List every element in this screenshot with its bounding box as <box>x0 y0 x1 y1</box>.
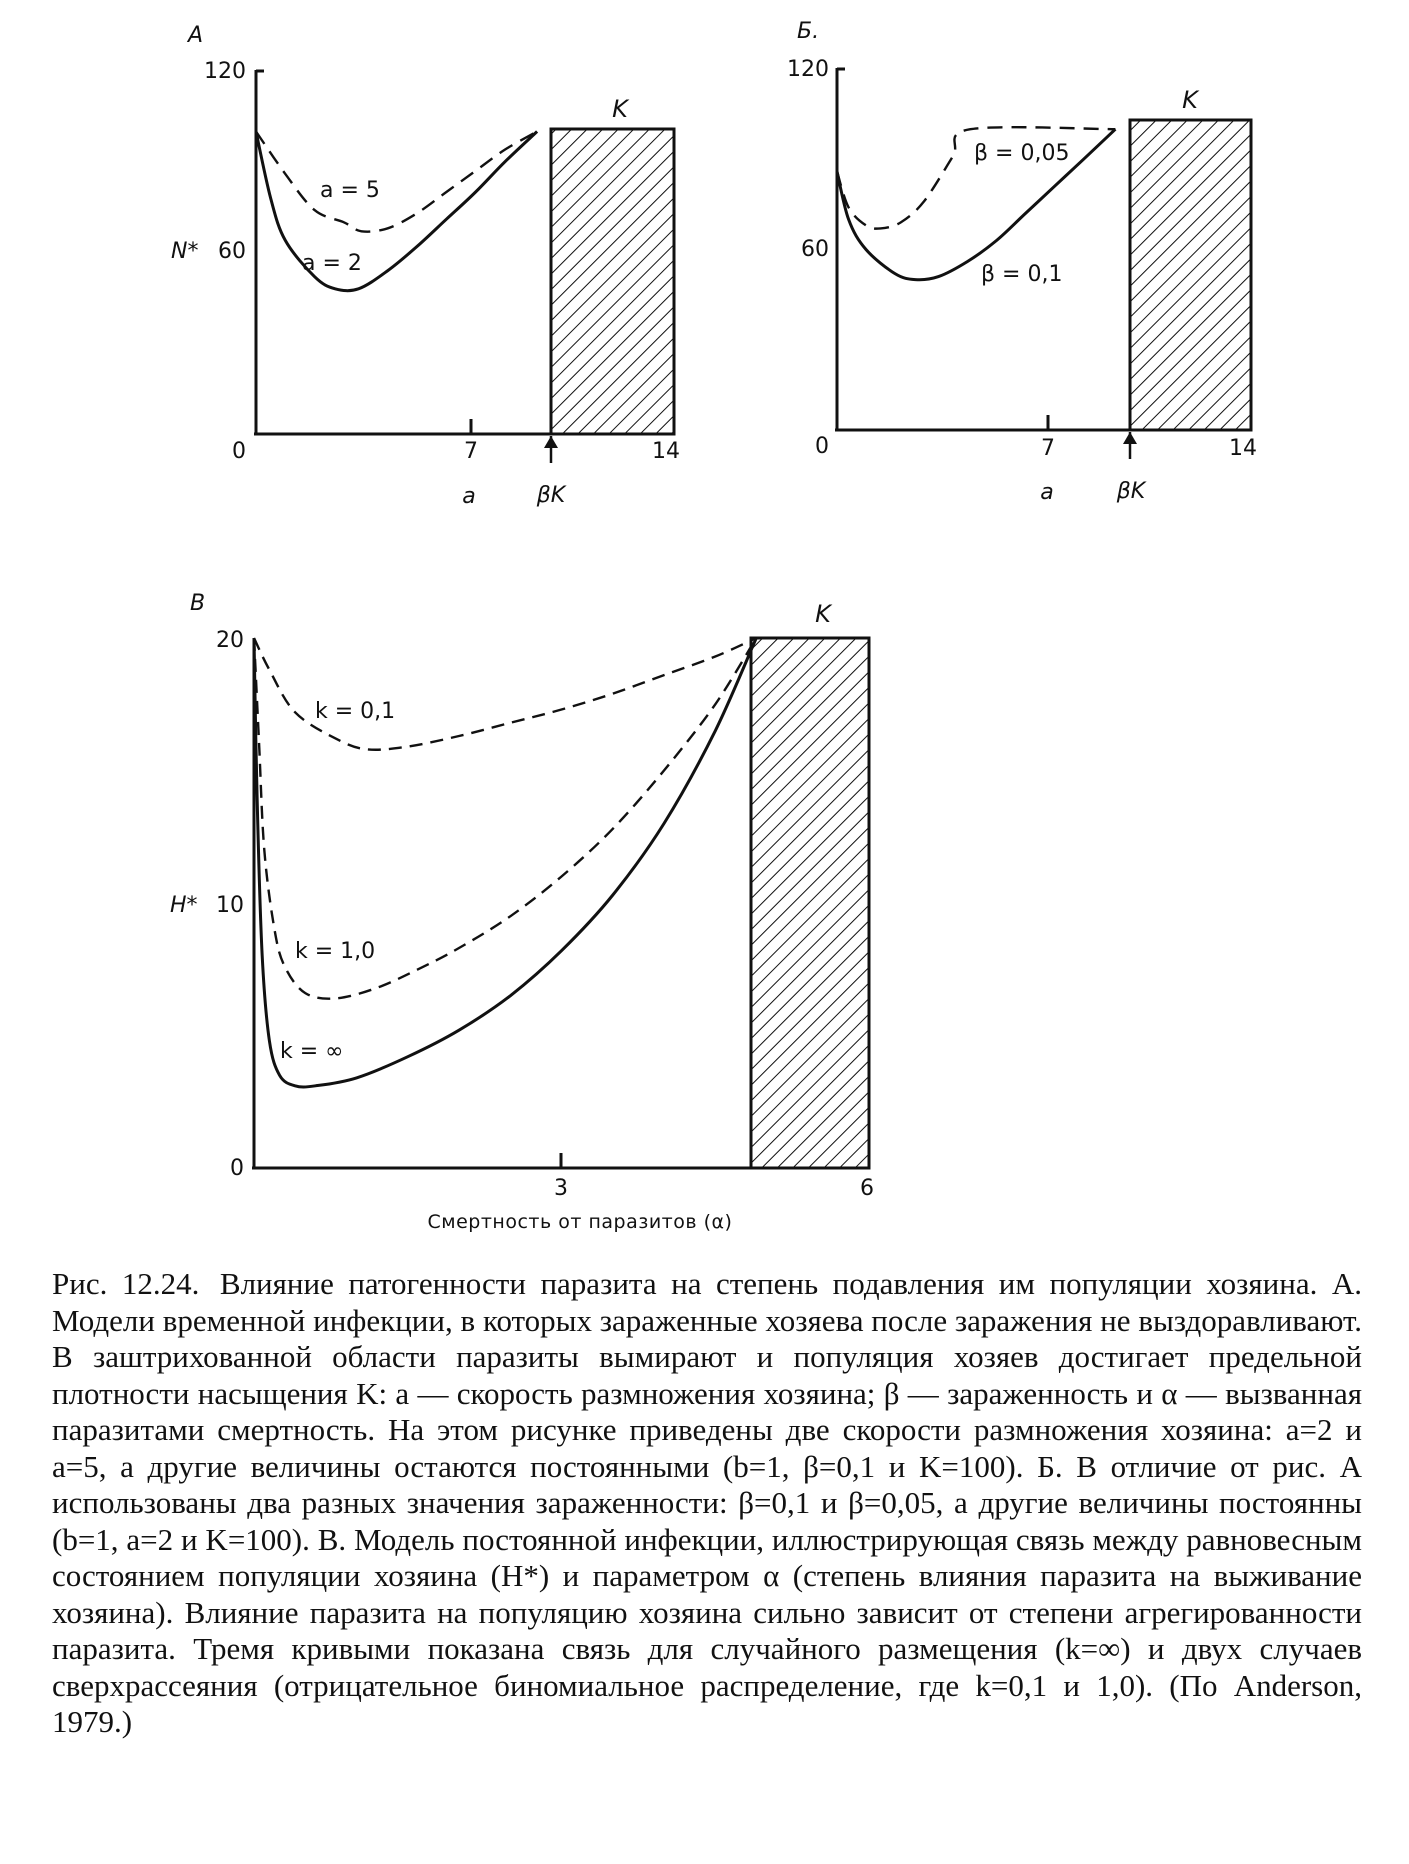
hatched-region <box>551 129 674 434</box>
bk-marker-label: βK <box>1116 479 1146 504</box>
x-axis-label: a <box>1040 480 1054 505</box>
curve-label-a5: a = 5 <box>320 178 380 203</box>
panel-letter: Б. <box>797 19 820 44</box>
y-tick-label: 120 <box>787 57 829 82</box>
hatched-region <box>751 638 869 1168</box>
bk-marker-label: βK <box>536 483 566 508</box>
figure-caption <box>52 1266 1362 1741</box>
y-axis-label: N* <box>171 239 199 264</box>
panel-b <box>787 19 1257 505</box>
bk-arrow-head <box>544 436 558 448</box>
figure-number: Рис. 12.24. <box>52 1266 200 1301</box>
y-tick-label: 10 <box>216 893 244 918</box>
panel-letter: В <box>190 591 206 616</box>
x-tick-label: 3 <box>554 1176 568 1201</box>
curve-label-a2: a = 2 <box>302 251 362 276</box>
y-tick-label: 20 <box>216 628 244 653</box>
hatched-region <box>1130 120 1251 430</box>
series-line-k01 <box>254 638 756 750</box>
curve-label-k01: k = 0,1 <box>315 699 396 724</box>
y-tick-label: 0 <box>230 1156 244 1181</box>
curve-label-b005: β = 0,05 <box>974 141 1070 166</box>
panel-letter: A <box>188 23 204 48</box>
x-axis-label: a <box>462 484 476 509</box>
bk-arrow-head <box>1123 432 1137 444</box>
x-tick-label: 7 <box>1041 436 1055 461</box>
x-tick-label: 6 <box>860 1176 874 1201</box>
caption-text: Влияние патогенности паразита на степень подавления им популяции хозяина. А. Модели временной инфекции, в которых зараженные хозяева после заражения не выздоравливают. В заштрихованной области паразиты вымирают и популяция хозяев достигает предельной плотности насыщения K: a — скорость размножения хозяина; β — зараженность и α — вызванная паразитами смертность. На этом рисунке приведены две скорости размножения хозяина: a=2 и a=5, а другие величины остаются постоянными (b=1, β=0,1 и K=100). Б. В отличие от рис. А использованы два разных значения зараженности: β=0,1 и β=0,05, а другие величины постоянны (b=1, a=2 и K=100). В. Модель постоянной инфекции, иллюстрирующая связь между равновесным состоянием популяции хозяина (H*) и параметром α (степень влияния паразита на выживание хозяина). Влияние паразита на популяцию хозяина сильно зависит от степени агрегированности паразита. Тремя кривыми показана связь для случайного размещения (k=∞) и двух случаев сверхрассеяния (отрицательное биномиальное распределение, где k=0,1 и 1,0). (По Anderson, 1979.) <box>52 1266 1363 1739</box>
y-axis-label: H* <box>170 893 198 918</box>
x-axis-title: Смертность от паразитов (α) <box>427 1211 733 1233</box>
curve-label-b01: β = 0,1 <box>981 262 1063 287</box>
y-tick-label: 60 <box>218 239 246 264</box>
x-tick-label: 7 <box>464 439 478 464</box>
x-tick-label: 14 <box>1229 436 1257 461</box>
k-label: K <box>815 600 831 628</box>
panel-c <box>170 591 874 1233</box>
y-tick-label: 0 <box>232 439 246 464</box>
k-label: K <box>612 95 628 123</box>
x-tick-label: 14 <box>652 439 680 464</box>
y-tick-label: 60 <box>801 237 829 262</box>
k-label: K <box>1182 86 1198 114</box>
y-tick-label: 0 <box>815 434 829 459</box>
y-tick-label: 120 <box>204 59 246 84</box>
series-line-a2 <box>256 132 537 291</box>
series-line-a5 <box>256 132 537 232</box>
curve-label-k10: k = 1,0 <box>295 939 376 964</box>
panel-a <box>171 23 680 509</box>
curve-label-kinf: k = ∞ <box>280 1039 344 1064</box>
